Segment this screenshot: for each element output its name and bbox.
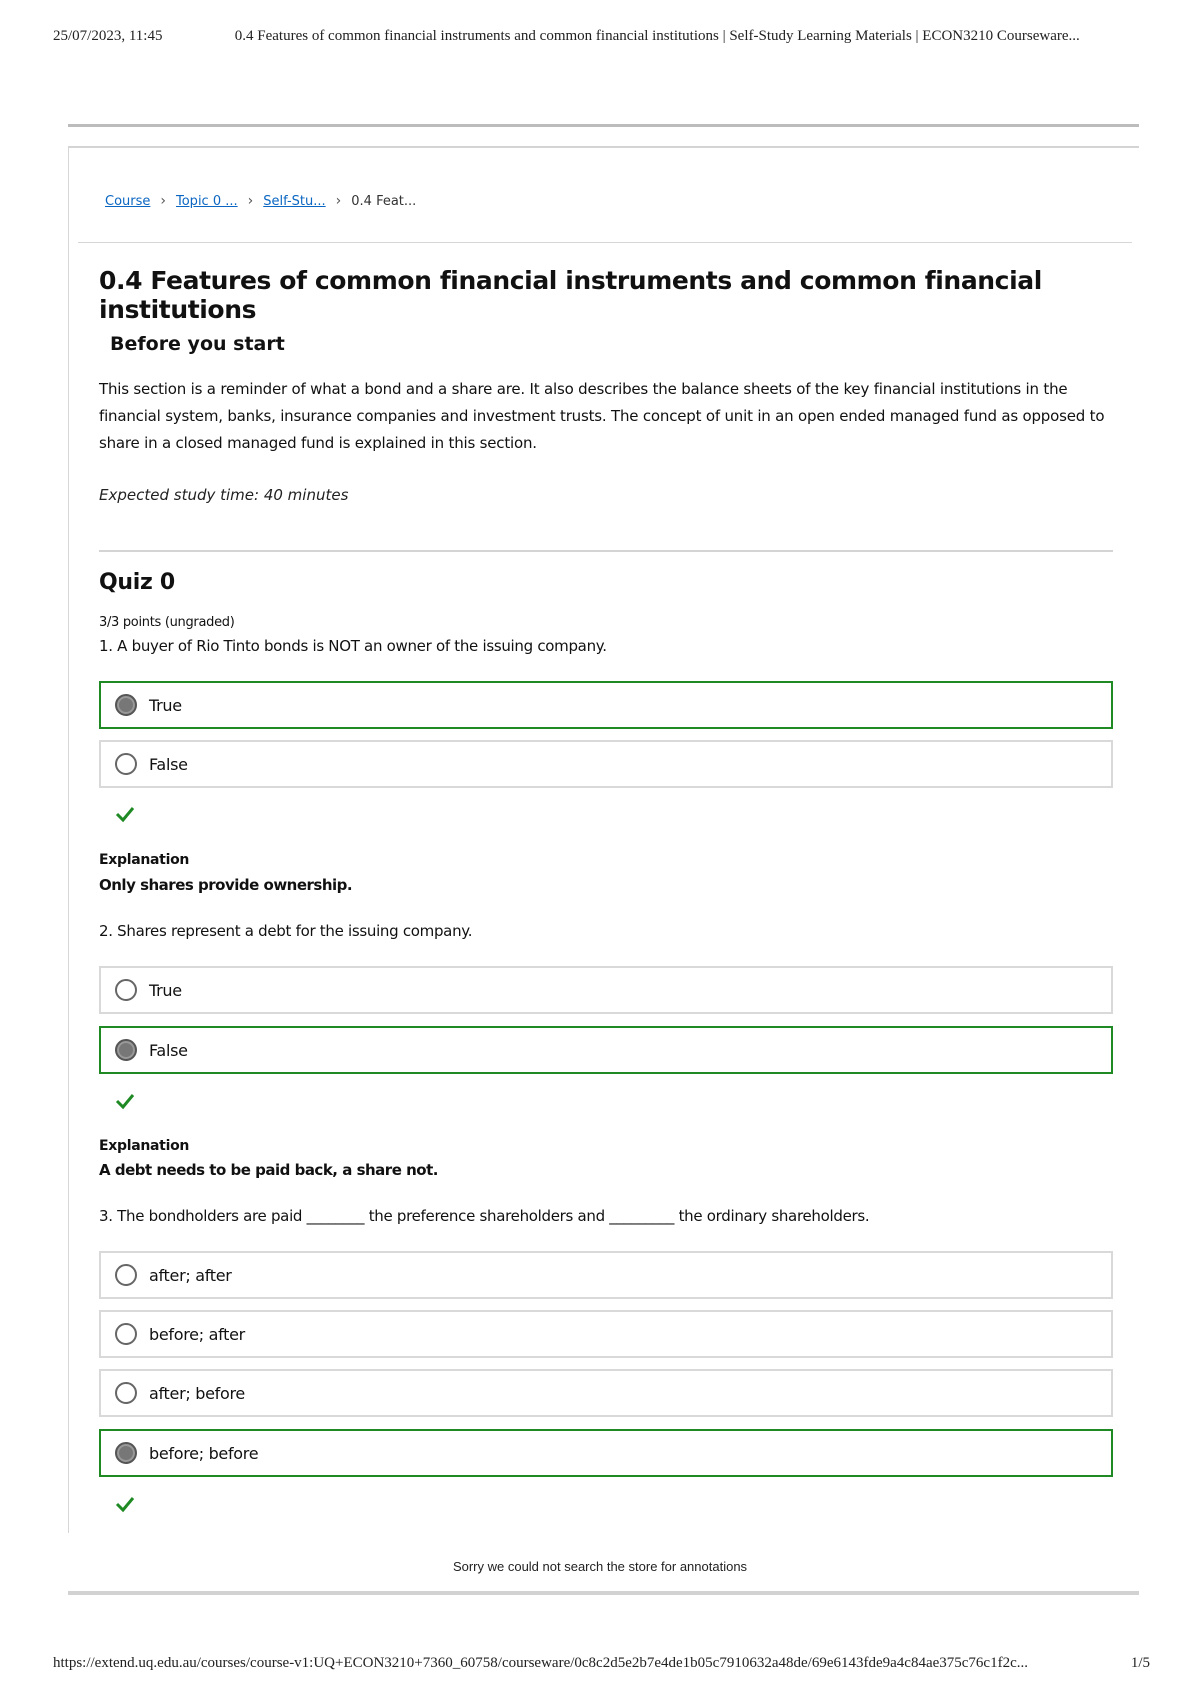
q2-explanation-text: A debt needs to be paid back, a share not. <box>99 1161 438 1179</box>
question-1-text: 1. A buyer of Rio Tinto bonds is NOT an owner of the issuing company. <box>99 637 607 655</box>
radio-icon[interactable] <box>115 1039 137 1061</box>
annotations-notice: Sorry we could not search the store for annotations <box>452 1559 748 1574</box>
before-start-heading: Before you start <box>110 333 285 355</box>
breadcrumb-topic-link[interactable]: Topic 0 ... <box>176 193 238 209</box>
breadcrumb <box>105 193 416 209</box>
quiz-title: Quiz 0 <box>99 570 175 595</box>
quiz-points: 3/3 points (ungraded) <box>99 615 235 630</box>
top-divider <box>68 124 1139 127</box>
print-title: 0.4 Features of common financial instruments and common financial institutions | Self-Study Learning Materials | ECON3210 Courseware... <box>234 28 1080 44</box>
study-time: Expected study time: 40 minutes <box>99 486 349 504</box>
choice-label: before; after <box>149 1324 245 1344</box>
radio-icon[interactable] <box>115 1442 137 1464</box>
q3-choice-before-after[interactable] <box>99 1310 1113 1358</box>
intro-paragraph: This section is a reminder of what a bond and a share are. It also describes the balance sheets of the key financial institutions in the financial system, banks, insurance companies and investment trusts. The concept of unit in an open ended managed fund as opposed to share in a closed managed fund is explained in this section. <box>99 380 1105 452</box>
page-title: 0.4 Features of common financial instruments and common financial institutions <box>99 266 1042 324</box>
print-header <box>53 28 1150 45</box>
choice-label: before; before <box>149 1443 259 1463</box>
choice-label: True <box>149 980 182 1000</box>
bottom-divider <box>68 1591 1139 1595</box>
choice-label: False <box>149 754 188 774</box>
breadcrumb-self-study-link[interactable]: Self-Stu... <box>263 193 326 209</box>
checkmark-icon <box>115 1091 135 1111</box>
q3-choice-after-before[interactable] <box>99 1369 1113 1417</box>
radio-icon[interactable] <box>115 1382 137 1404</box>
chevron-right-icon: › <box>160 193 166 209</box>
checkmark-icon <box>115 804 135 824</box>
quiz-divider <box>99 550 1113 552</box>
q1-choice-false[interactable] <box>99 740 1113 788</box>
print-date: 25/07/2023, 11:45 <box>53 28 163 44</box>
radio-icon[interactable] <box>115 1264 137 1286</box>
question-3-text: 3. The bondholders are paid ________ the preference shareholders and _________ the ordinary shareholders. <box>99 1207 870 1225</box>
checkmark-icon <box>115 1494 135 1514</box>
radio-icon[interactable] <box>115 753 137 775</box>
q3-choice-before-before[interactable] <box>99 1429 1113 1477</box>
q3-choice-after-after[interactable] <box>99 1251 1113 1299</box>
breadcrumb-divider <box>78 242 1132 243</box>
choice-label: True <box>149 695 182 715</box>
breadcrumb-course-link[interactable]: Course <box>105 193 151 209</box>
q1-explanation-label: Explanation <box>99 852 190 868</box>
question-2-text: 2. Shares represent a debt for the issuing company. <box>99 922 473 940</box>
breadcrumb-current: 0.4 Feat... <box>351 193 417 209</box>
choice-label: after; after <box>149 1265 232 1285</box>
print-footer <box>53 1655 1150 1672</box>
chevron-right-icon: › <box>247 193 254 209</box>
q1-explanation-text: Only shares provide ownership. <box>99 876 353 894</box>
radio-icon[interactable] <box>115 694 137 716</box>
radio-icon[interactable] <box>115 979 137 1001</box>
print-page-number: 1/5 <box>1130 1655 1150 1671</box>
print-url: https://extend.uq.edu.au/courses/course-v1:UQ+ECON3210+7360_60758/courseware/0c8c2d5e2b7e4de1b05c7910632a48de/69e6143fde9a4c84ae375c76c1f2c... <box>53 1655 1028 1671</box>
q2-explanation-label: Explanation <box>99 1138 190 1154</box>
q2-choice-true[interactable] <box>99 966 1113 1014</box>
radio-icon[interactable] <box>115 1323 137 1345</box>
q2-choice-false[interactable] <box>99 1026 1113 1074</box>
choice-label: False <box>149 1040 188 1060</box>
choice-label: after; before <box>149 1383 245 1403</box>
q1-choice-true[interactable] <box>99 681 1113 729</box>
chevron-right-icon: › <box>335 193 342 209</box>
